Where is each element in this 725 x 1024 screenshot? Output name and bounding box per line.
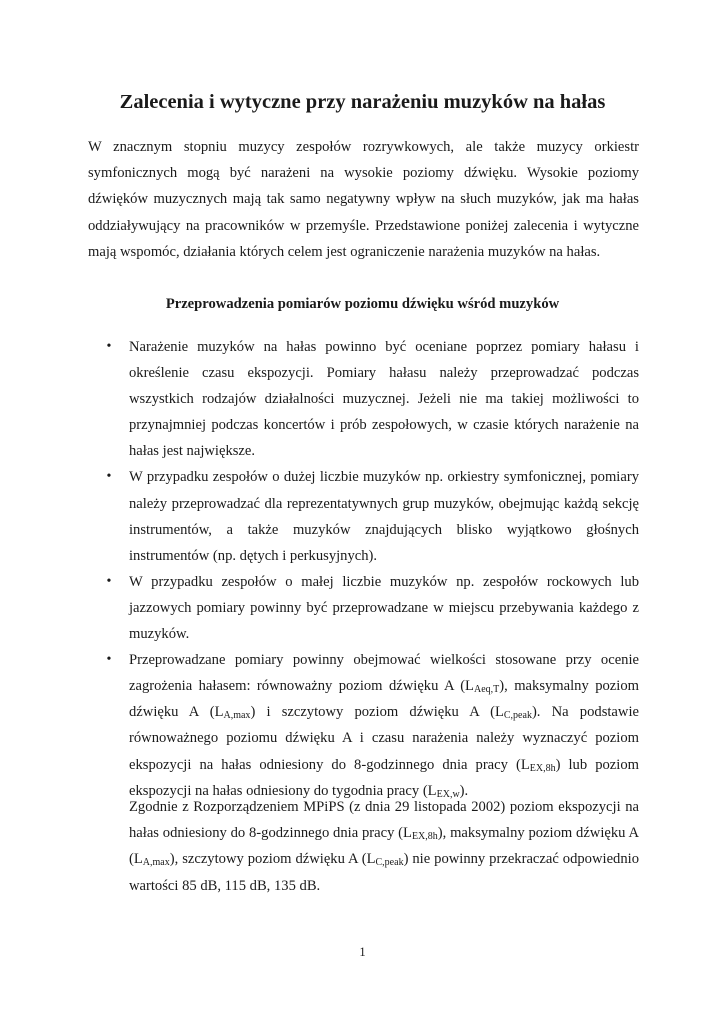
list-item	[102, 464, 639, 568]
subscript: C,peak	[375, 857, 404, 869]
page-number: 1	[359, 945, 366, 959]
subscript: A,max	[223, 710, 251, 722]
text-run: ).	[459, 782, 469, 799]
bullet-icon: •	[106, 573, 112, 589]
document-title: Zalecenia i wytyczne przy narażeniu muzyków na hałas	[119, 91, 606, 113]
text-run: ) lub poziom ekspozycji na hałas odniesiony do tygodnia pracy (L	[129, 756, 639, 799]
subscript: C,peak	[503, 710, 532, 722]
subscript: EX,8h	[411, 831, 438, 843]
text-run: ), maksymalny poziom dźwięku A (L	[129, 678, 639, 721]
text-run: ) i szczytowy poziom dźwięku A (L	[250, 704, 504, 721]
bullet-text: W przypadku zespołów o małej liczbie muzyków np. zespołów rockowych lub jazzowych pomiary powinny być przeprowadzane w miejscu przebywania każdego z muzyków.	[129, 573, 639, 643]
intro-paragraph: W znacznym stopniu muzycy zespołów rozrywkowych, ale także muzycy orkiestr symfonicznych mogą być narażeni na wysokie poziomy dźwięku. Wysokie poziomy dźwięków muzycznych mają tak samo negatywny wpływ na słuch muzyków, jak ma hałas oddziaływujący na pracowników w przemyśle. Przedstawione poniżej zalecenia i wytyczne mają wspomóc, działania których celem jest ograniczenie narażenia muzyków na hałas.	[88, 139, 639, 260]
regulation-paragraph	[129, 794, 639, 899]
text-run: ). Na podstawie równoważnego poziomu dźwięku A i czasu narażenia należy wyznaczyć poziom ekspozycji na hałas odniesiony do 8-godzinnego dnia pracy (L	[129, 704, 639, 773]
bullet-text: W przypadku zespołów o dużej liczbie muzyków np. orkiestry symfonicznej, pomiary należy przeprowadzać dla reprezentatywnych grup muzyków, obejmując każdą sekcję instrumentów, a także muzyków znajdujących blisko wyjątkowo głośnych instrumentów (np. dętych i perkusyjnych).	[129, 469, 639, 564]
list-item	[102, 569, 639, 647]
subscript: A,max	[142, 857, 170, 869]
section-heading: Przeprowadzenia pomiarów poziomu dźwięku wśród muzyków	[165, 296, 560, 312]
bullet-text: Narażenie muzyków na hałas powinno być oceniane poprzez pomiary hałasu i określenie czasu ekspozycji. Pomiary hałasu należy przeprowadzać podczas wszystkich rodzajów działalności muzycznej. Jeżeli nie ma takiej możliwości to przynajmniej podczas koncertów i prób zespołowych, w czasie których narażenie na hałas jest największe.	[129, 339, 639, 460]
subscript: Aeq,T	[473, 684, 500, 696]
list-item	[102, 334, 639, 464]
bullet-list	[102, 334, 639, 804]
list-item	[102, 647, 639, 804]
bullet-icon: •	[106, 469, 112, 485]
text-run: Przeprowadzane pomiary powinny obejmować wielkości stosowane przy ocenie zagrożenia hałasem: równoważny poziom dźwięku A (L	[129, 652, 639, 695]
subscript: EX,8h	[529, 762, 556, 774]
subscript: EX,w	[436, 788, 460, 800]
text-run: ), szczytowy poziom dźwięku A (L	[169, 851, 376, 868]
text-run: Zgodnie z Rozporządzeniem MPiPS (z dnia 29 listopada 2002) poziom ekspozycji na hałas odniesiony do 8-godzinnego dnia pracy (L	[129, 799, 639, 842]
bullet-icon: •	[106, 652, 112, 668]
bullet-text	[129, 652, 639, 798]
text-run: ), maksymalny poziom dźwięku A (L	[129, 825, 639, 868]
bullet-icon: •	[106, 339, 112, 354]
text-run: ) nie powinny przekraczać odpowiednio wartości 85 dB, 115 dB, 135 dB.	[129, 851, 639, 894]
